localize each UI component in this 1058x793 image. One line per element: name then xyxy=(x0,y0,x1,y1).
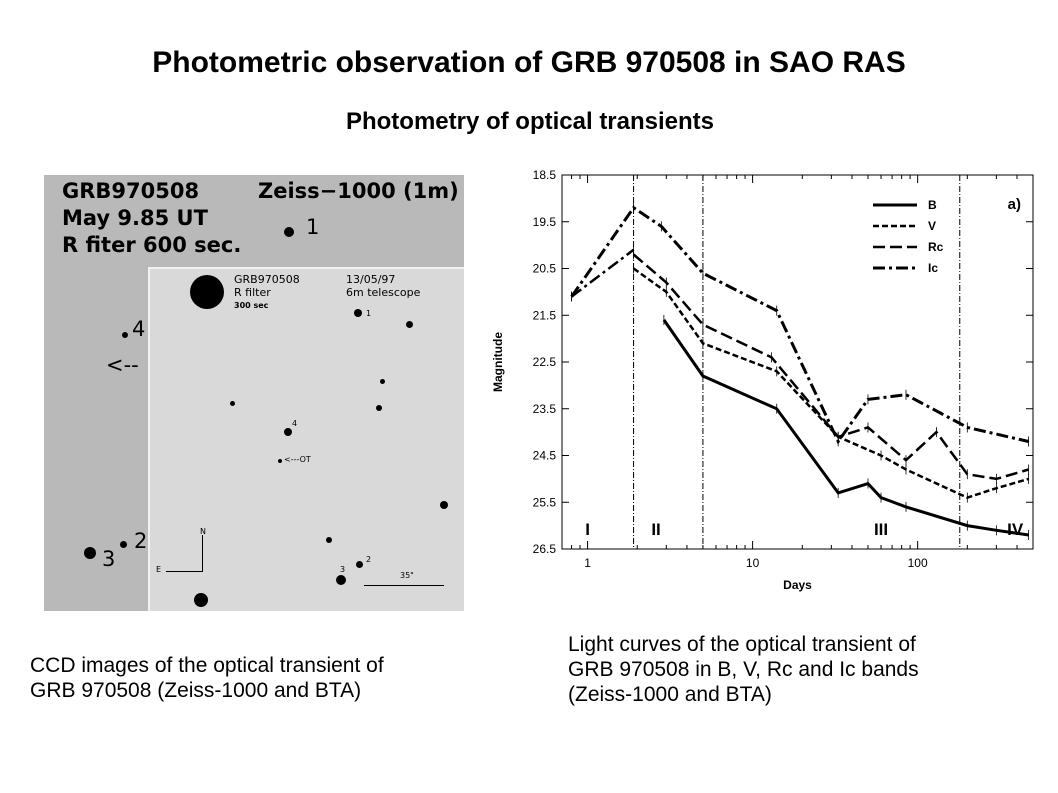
panel-label: a) xyxy=(1007,196,1021,213)
legend-label: Ic xyxy=(928,261,939,275)
ccd-caption-line: GRB 970508 (Zeiss-1000 and BTA) xyxy=(30,679,362,702)
ccd-star xyxy=(336,575,346,585)
inset-star1-label: 1 xyxy=(366,309,372,318)
ccd-inset-image xyxy=(148,267,464,611)
inset-ot-label: <---OT xyxy=(284,455,311,464)
ccd-star xyxy=(194,593,208,607)
phase-label: II xyxy=(651,520,661,539)
ccd-star xyxy=(380,379,385,384)
series-line-ic-early xyxy=(572,250,634,297)
y-tick-label: 20.5 xyxy=(532,261,556,276)
y-tick-label: 22.5 xyxy=(532,355,556,369)
light-curve-chart xyxy=(488,160,1048,600)
inset-exposure-label: 300 sec xyxy=(234,301,269,310)
x-tick-label: 10 xyxy=(745,556,760,570)
inset-object-label: GRB970508 xyxy=(234,273,300,286)
ccd-filter-label: R fiter 600 sec. xyxy=(62,233,242,257)
y-tick-label: 25.5 xyxy=(532,495,556,510)
ccd-star xyxy=(284,428,292,436)
lightcurve-caption-line: GRB 970508 in B, V, Rc and Ic bands xyxy=(568,658,919,681)
ccd-star xyxy=(230,401,235,406)
plot-frame xyxy=(562,175,1033,549)
inset-telescope-label: 6m telescope xyxy=(346,286,421,299)
series-line-v xyxy=(634,269,1029,498)
lightcurve-caption-line: (Zeiss-1000 and BTA) xyxy=(568,683,772,706)
page-subtitle: Photometry of optical transients xyxy=(345,108,715,135)
inset-star2-label: 2 xyxy=(366,555,372,564)
ccd-date-label: May 9.85 UT xyxy=(62,206,208,230)
ccd-star xyxy=(84,547,96,559)
page-title: Photometric observation of GRB 970508 in SAO RAS xyxy=(152,46,906,79)
ccd-telescope-label: Zeiss−1000 (1m) xyxy=(258,179,459,203)
x-tick-label: 100 xyxy=(907,556,928,570)
y-tick-label: 24.5 xyxy=(532,448,556,463)
ccd-star xyxy=(376,405,382,411)
ccd-caption xyxy=(30,653,384,703)
ccd-star xyxy=(440,501,448,509)
ccd-star xyxy=(284,227,294,237)
series-line-rc xyxy=(634,255,1029,479)
y-axis-label: Magnitude xyxy=(491,332,505,392)
inset-date-label: 13/05/97 xyxy=(346,273,396,286)
legend-label: Rc xyxy=(928,240,944,254)
ccd-image xyxy=(44,175,464,611)
legend-label: B xyxy=(928,198,937,212)
y-tick-label: 18.5 xyxy=(532,168,556,182)
ccd-object-label: GRB970508 xyxy=(62,179,200,203)
ccd-star xyxy=(326,537,332,543)
y-tick-label: 23.5 xyxy=(532,401,556,416)
ccd-star xyxy=(278,459,282,463)
ccd-star xyxy=(356,561,363,568)
ccd-star4-label: 4 xyxy=(132,317,146,341)
ccd-arrow-label: <-- xyxy=(106,353,139,377)
phase-label: IV xyxy=(1007,520,1024,539)
ccd-bright-star xyxy=(190,275,224,309)
y-tick-label: 21.5 xyxy=(532,308,556,323)
inset-north-label: N xyxy=(200,527,206,536)
scale-bar xyxy=(364,585,444,586)
phase-label: III xyxy=(873,520,889,539)
x-tick-label: 1 xyxy=(584,556,591,570)
inset-scale-label: 35" xyxy=(400,571,414,580)
legend-label: V xyxy=(928,219,937,233)
phase-label: I xyxy=(585,520,590,539)
ccd-star2-label: 2 xyxy=(134,529,148,553)
inset-east-label: E xyxy=(156,565,162,574)
y-tick-label: 26.5 xyxy=(532,542,556,556)
compass xyxy=(166,535,203,572)
inset-star3-label: 3 xyxy=(340,565,346,574)
ccd-star1-label: 1 xyxy=(306,215,320,239)
ccd-star3-label: 3 xyxy=(102,547,116,571)
x-axis-label: Days xyxy=(783,578,812,592)
ccd-star xyxy=(120,541,127,548)
inset-filter-label: R filter xyxy=(234,286,271,299)
y-tick-label: 19.5 xyxy=(532,214,556,229)
lightcurve-caption xyxy=(568,632,919,707)
ccd-caption-line: CCD images of the optical transient of xyxy=(30,654,384,677)
lightcurve-caption-line: Light curves of the optical transient of xyxy=(568,633,916,656)
inset-star4-label: 4 xyxy=(292,419,298,428)
series-line-b xyxy=(664,320,1029,535)
ccd-star xyxy=(406,321,413,328)
ccd-star xyxy=(354,309,362,317)
ccd-star xyxy=(122,332,128,338)
